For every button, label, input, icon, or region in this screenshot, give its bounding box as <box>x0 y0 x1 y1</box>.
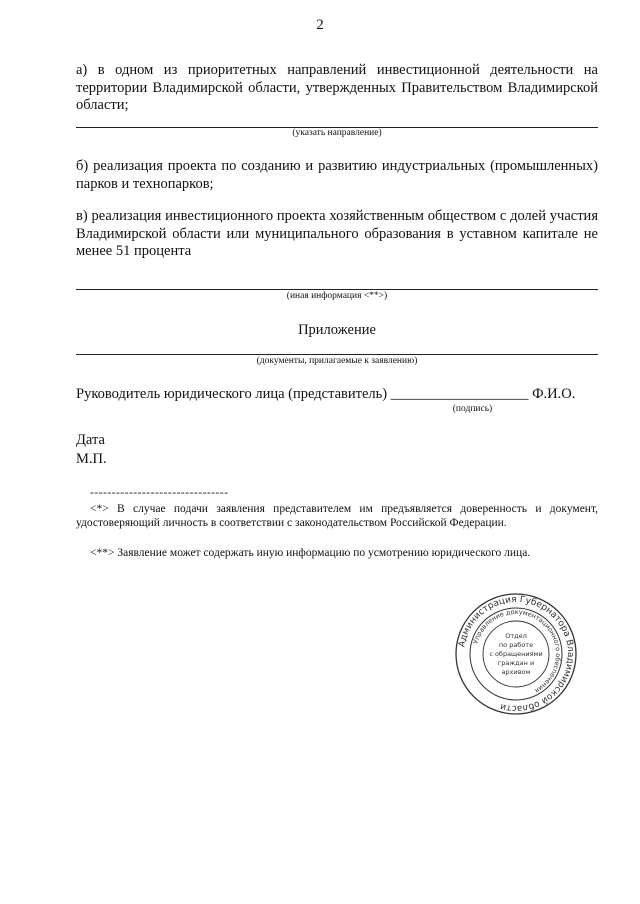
official-stamp <box>454 592 578 716</box>
item-a-text: а) в одном из приоритетных направлений инвестиционной деятельности на территории Владимирской области, утвержденных Правительством Владимирской области; <box>76 62 598 113</box>
stamp-center-line-2: по работе <box>498 641 534 649</box>
item-c-text: в) реализация инвестиционного проекта хозяйственным обществом с долей участия Владимирской области или муниципального образования в уставном капитале не менее 51 процента <box>76 208 598 259</box>
stamp-inner-text-path: Управление документационного обеспечения <box>471 607 563 695</box>
mp-label: М.П. <box>76 451 107 467</box>
attachment-blank-line <box>76 354 598 355</box>
signature-fio: Ф.И.О. <box>532 386 576 402</box>
stamp-center-line-1: Отдел <box>505 632 527 640</box>
page-number: 2 <box>316 17 324 33</box>
stamp-outer-text-path: Администрация Губернатора Владимирской области <box>457 594 576 714</box>
attachment-title: Приложение <box>298 322 376 338</box>
stamp-center-line-4: граждан и <box>497 659 535 667</box>
item-c-caption: (иная информация <**>) <box>286 291 388 301</box>
item-a-caption: (указать направление) <box>292 128 382 138</box>
footnote-separator: -------------------------------- <box>90 487 229 499</box>
footnote-2: <**> Заявление может содержать иную информацию по усмотрению юридического лица. <box>90 547 531 559</box>
signature-caption: (подпись) <box>452 404 493 414</box>
signature-label: Руководитель юридического лица (представитель) <box>76 386 388 402</box>
stamp-center-line-5: архивом <box>501 668 531 676</box>
signature-blank: ___________________ <box>390 386 529 402</box>
footnote-1: <*> В случае подачи заявления представителем им предъявляется доверенность и документ, удостоверяющий личность в соответствии с законодательством Российской Федерации. <box>76 503 598 529</box>
stamp-center-line-3: с обращениями <box>489 650 543 658</box>
item-c-blank-line <box>76 289 598 290</box>
item-b-text: б) реализация проекта по созданию и развитию индустриальных (промышленных) парков и технопарков; <box>76 158 598 192</box>
signature-row <box>76 386 575 403</box>
date-label: Дата <box>76 432 105 448</box>
attachment-caption: (документы, прилагаемые к заявлению) <box>256 356 418 366</box>
